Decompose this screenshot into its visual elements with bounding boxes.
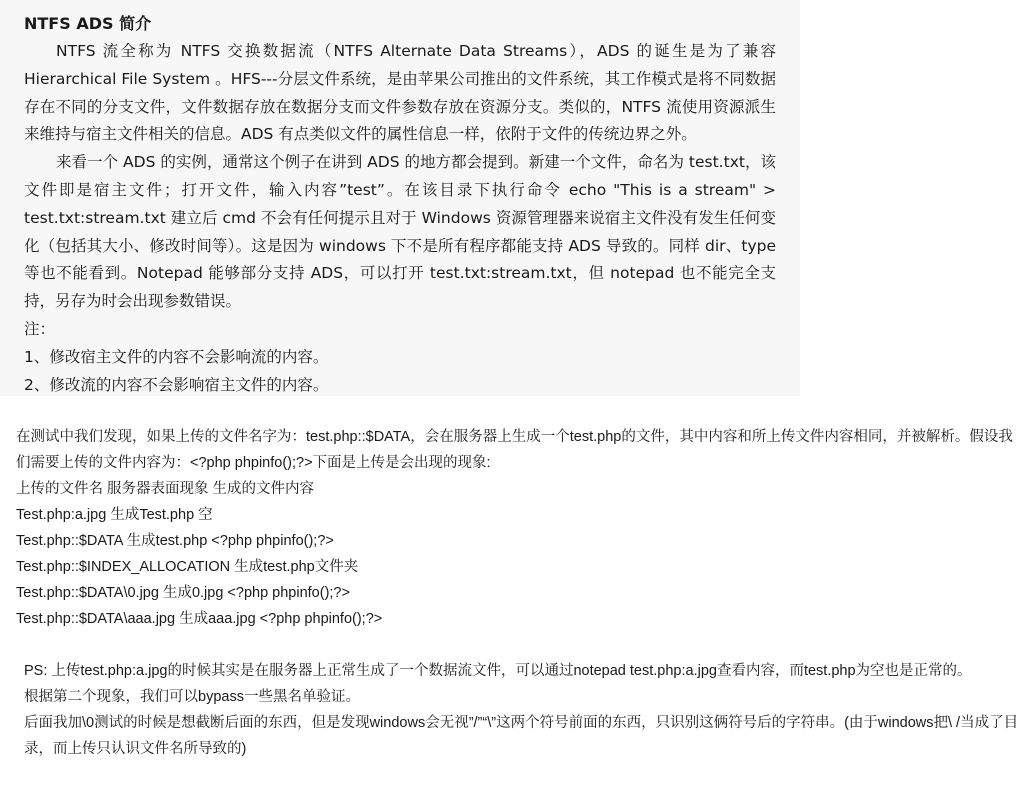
test-intro-paragraph: 在测试中我们发现，如果上传的文件名字为：test.php::$DATA，会在服务器上生成一个test.php的文件，其中内容和所上传文件内容相同，并被解析。假设我们需要上传的文件内容为：<?php phpinfo();?>下面是上传是会出现的现象: bbox=[16, 429, 1013, 471]
table-row: Test.php::$DATA\0.jpg 生成0.jpg <?php phpinfo();?> bbox=[16, 585, 350, 601]
truncation-paragraph: 后面我加\0测试的时候是想截断后面的东西，但是发现windows会无视”/”“\”这两个符号前面的东西，只识别这俩符号后的字符串。(由于windows把\ /当成了目录，而上传只认识文件名所导致的) bbox=[24, 715, 1019, 757]
intro-paragraph-1: NTFS 流全称为 NTFS 交换数据流（NTFS Alternate Data Streams），ADS 的诞生是为了兼容 Hierarchical File System 。HFS---分层文件系统，是由苹果公司推出的文件系统，其工作模式是将不同数据存在不同的分支文件，文件数据存放在数据分支而文件参数存放在资源分支。类似的，NTFS 流使用资源派生来维持与宿主文件相关的信息。ADS 有点类似文件的属性信息一样，依附于文件的传统边界之外。 bbox=[24, 42, 776, 144]
table-row: Test.php:a.jpg 生成Test.php 空 bbox=[16, 507, 213, 523]
spacer bbox=[16, 632, 1020, 658]
section-title: NTFS ADS 简介 bbox=[24, 14, 152, 33]
intro-paragraph-2: 来看一个 ADS 的实例，通常这个例子在讲到 ADS 的地方都会提到。新建一个文件，命名为 test.txt，该文件即是宿主文件；打开文件，输入内容”test”。在该目录下执行命令 echo "This is a stream" > test.txt:stream.txt 建立后 cmd 不会有任何提示且对于 Windows 资源管理器来说宿主文件没有发生任何变化（包括其大小、修改时间等）。这是因为 windows 下不是所有程序都能支持 ADS 导致的。同样 dir、type 等也不能看到。Notepad 能够部分支持 ADS，可以打开 test.txt:stream.txt，但 notepad 也不能完全支持，另存为时会出现参数错误。 bbox=[24, 153, 776, 311]
table-row: Test.php::$DATA 生成test.php <?php phpinfo();?> bbox=[16, 533, 334, 549]
ps-paragraph: PS: 上传test.php:a.jpg的时候其实是在服务器上正常生成了一个数据流文件，可以通过notepad test.php:a.jpg查看内容，而test.php为空也是正常的。 bbox=[24, 663, 972, 679]
bypass-paragraph: 根据第二个现象，我们可以bypass一些黑名单验证。 bbox=[24, 689, 360, 705]
table-row: Test.php::$INDEX_ALLOCATION 生成test.php文件夹 bbox=[16, 559, 359, 575]
article-body bbox=[16, 424, 1020, 762]
note-item-1: 1、修改宿主文件的内容不会影响流的内容。 bbox=[24, 347, 329, 366]
table-header: 上传的文件名 服务器表面现象 生成的文件内容 bbox=[16, 481, 315, 497]
ads-intro-quote bbox=[0, 0, 800, 396]
note-item-2: 2、修改流的内容不会影响宿主文件的内容。 bbox=[24, 375, 329, 394]
table-row: Test.php::$DATA\aaa.jpg 生成aaa.jpg <?php phpinfo();?> bbox=[16, 611, 383, 627]
note-label: 注： bbox=[24, 319, 56, 338]
